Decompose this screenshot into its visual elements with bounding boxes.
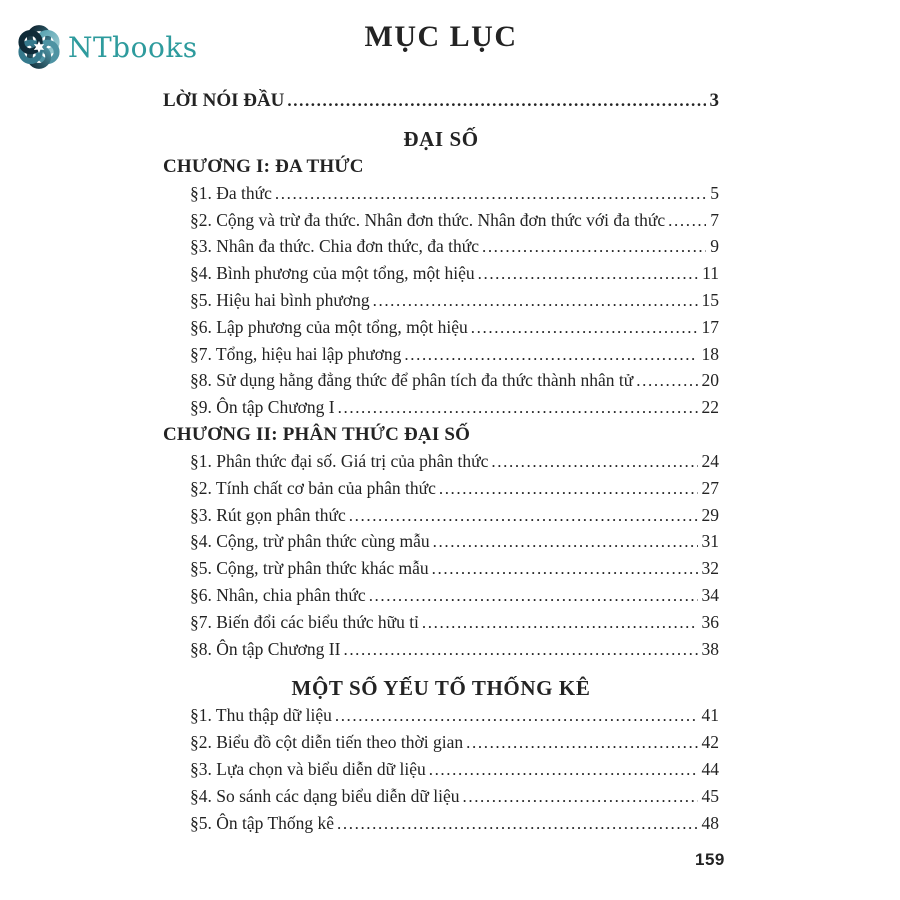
toc-entry-label: §5. Ôn tập Thống kê [190, 812, 335, 833]
toc-page-number: 17 [701, 316, 719, 337]
dot-leader [287, 88, 705, 115]
toc-entry [163, 582, 719, 609]
toc-entry [163, 555, 719, 582]
toc-entry [163, 636, 719, 663]
toc-entry-label: §4. Bình phương của một tổng, một hiệu [190, 263, 475, 284]
toc-entry [163, 609, 719, 636]
toc-entry [163, 475, 719, 502]
table-of-contents [163, 88, 719, 836]
dot-leader [668, 207, 706, 235]
toc-entry-label: §8. Sử dụng hằng đẳng thức để phân tích đa thức thành nhân tử [190, 370, 634, 391]
toc-entry [163, 180, 719, 207]
dot-leader [471, 314, 698, 342]
dot-leader [439, 475, 698, 503]
toc-preface-row [163, 88, 719, 115]
dot-leader [422, 609, 698, 637]
toc-entry-label: §7. Tổng, hiệu hai lập phương [190, 343, 402, 364]
toc-page-number: 44 [701, 758, 719, 779]
toc-page-number: 22 [701, 397, 719, 418]
toc-page-number: 31 [701, 531, 719, 552]
toc-page-number: 7 [710, 209, 719, 230]
dot-leader [343, 636, 697, 664]
toc-entry-label: §6. Lập phương của một tổng, một hiệu [190, 316, 468, 337]
toc-page-number: 48 [701, 812, 719, 833]
dot-leader [369, 582, 698, 610]
toc-page-number: 20 [701, 370, 719, 391]
toc-entry-label: §2. Tính chất cơ bản của phân thức [190, 477, 436, 498]
toc-page-number: 36 [701, 611, 719, 632]
folio-page-number: 159 [695, 850, 725, 869]
dot-leader [636, 367, 697, 395]
toc-entry [163, 314, 719, 341]
dot-leader [337, 810, 697, 838]
toc-entry-label: §6. Nhân, chia phân thức [190, 584, 366, 605]
toc-page-number: 41 [701, 705, 719, 726]
dot-leader [433, 528, 698, 556]
dot-leader [463, 783, 698, 811]
dot-leader [429, 756, 698, 784]
toc-entry-label: §1. Thu thập dữ liệu [190, 705, 332, 726]
toc-entry-label: §3. Rút gọn phân thức [190, 504, 346, 525]
dot-leader [373, 287, 698, 315]
toc-entry-label: §9. Ôn tập Chương I [190, 397, 335, 418]
toc-entry [163, 448, 719, 475]
dot-leader [491, 448, 697, 476]
toc-entry-label: §8. Ôn tập Chương II [190, 638, 341, 659]
toc-page-number: 24 [701, 450, 719, 471]
toc-entry-label: §5. Hiệu hai bình phương [190, 289, 370, 310]
dot-leader [404, 341, 697, 369]
section-title: ĐẠI SỐ [403, 126, 479, 151]
toc-page-number: 45 [701, 785, 719, 806]
toc-entry [163, 367, 719, 394]
chapter-heading: CHƯƠNG I: ĐA THỨC [163, 155, 364, 177]
toc-entry-label: §1. Phân thức đại số. Giá trị của phân thức [190, 450, 489, 471]
toc-entry [163, 207, 719, 234]
toc-entry-label: LỜI NÓI ĐẦU [163, 90, 285, 111]
toc-entry-label: §4. So sánh các dạng biểu diễn dữ liệu [190, 785, 460, 806]
toc-page-number: 18 [701, 343, 719, 364]
toc-page-number: 9 [710, 236, 719, 257]
toc-entry-label: §5. Cộng, trừ phân thức khác mẫu [190, 558, 429, 579]
dot-leader [275, 180, 706, 208]
toc-entry [163, 341, 719, 368]
toc-entry [163, 756, 719, 783]
toc-entry [163, 502, 719, 529]
dot-leader [349, 502, 698, 530]
knot-flower-logo-icon [12, 14, 66, 80]
toc-page-number: 15 [701, 289, 719, 310]
toc-page-number: 3 [709, 90, 719, 111]
toc-entry-label: §3. Nhân đa thức. Chia đơn thức, đa thức [190, 236, 479, 257]
toc-page-number: 32 [701, 558, 719, 579]
toc-entry-label: §2. Cộng và trừ đa thức. Nhân đơn thức. Nhân đơn thức với đa thức [190, 209, 666, 230]
toc-entry-label: §4. Cộng, trừ phân thức cùng mẫu [190, 531, 430, 552]
toc-page-number: 11 [702, 263, 719, 284]
toc-page-number: 42 [701, 732, 719, 753]
dot-leader [338, 394, 698, 422]
toc-page-number: 27 [701, 477, 719, 498]
toc-entry [163, 394, 719, 421]
toc-entry [163, 233, 719, 260]
toc-entry-label: §1. Đa thức [190, 182, 272, 203]
brand-name: NTbooks [68, 30, 198, 64]
dot-leader [335, 702, 698, 730]
toc-entry [163, 260, 719, 287]
toc-entry-label: §2. Biểu đồ cột diễn tiến theo thời gian [190, 732, 464, 753]
section-title: MỘT SỐ YẾU TỐ THỐNG KÊ [291, 676, 591, 701]
toc-entry [163, 783, 719, 810]
dot-leader [478, 260, 699, 288]
toc-entry-label: §3. Lựa chọn và biểu diễn dữ liệu [190, 758, 426, 779]
toc-page-number: 34 [701, 584, 719, 605]
dot-leader [482, 233, 706, 261]
dot-leader [432, 555, 698, 583]
dot-leader [466, 729, 697, 757]
toc-page-number: 5 [710, 182, 719, 203]
toc-entry [163, 810, 719, 837]
toc-body [163, 125, 719, 837]
chapter-heading: CHƯƠNG II: PHÂN THỨC ĐẠI SỐ [163, 423, 471, 445]
toc-entry-label: §7. Biến đổi các biểu thức hữu tỉ [190, 611, 419, 632]
toc-page-number: 38 [701, 638, 719, 659]
toc-entry [163, 287, 719, 314]
toc-page-number: 29 [701, 504, 719, 525]
toc-entry [163, 729, 719, 756]
toc-entry [163, 702, 719, 729]
toc-entry [163, 528, 719, 555]
page-title: MỤC LỤC [364, 20, 518, 53]
